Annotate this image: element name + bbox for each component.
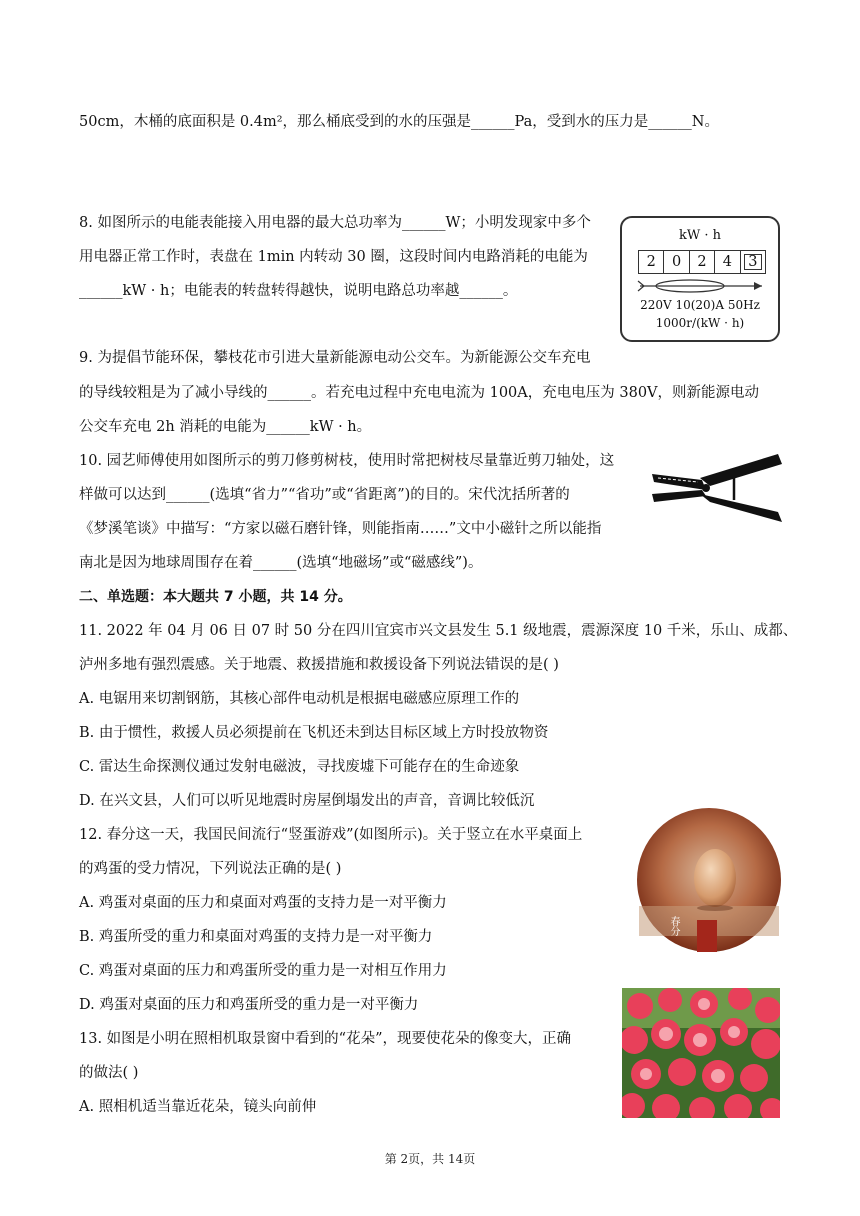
page-footer: 第 2页，共 14页	[384, 1152, 476, 1166]
q7-tail-line: 50cm，木桶的底面积是 0.4m²，那么桶底受到的水的压强是______Pa，受到水的压力是______N。	[79, 114, 719, 130]
q11-option-d: D. 在兴文县，人们可以听见地震时房屋倒塌发出的声音，音调比较低沉	[79, 793, 535, 809]
q10-line-4: 南北是因为地球周围存在着______(选填“地磁场”或“磁感线”)。	[79, 555, 483, 571]
q8-line-3: ______kW · h；电能表的转盘转得越快，说明电路总功率越______。	[79, 283, 518, 299]
q11-line-1: 11. 2022 年 04 月 06 日 07 时 50 分在四川宜宾市兴文县发生 5.1 级地震，震源深度 10 千米，乐山、成都、	[79, 623, 798, 639]
q9-line-2: 的导线较粗是为了减小导线的______。若充电过程中充电电流为 100A，充电电压为 380V，则新能源电动	[79, 385, 760, 401]
q12-line-1: 12. 春分这一天，我国民间流行“竖蛋游戏”(如图所示)。关于竖立在水平桌面上	[79, 827, 583, 843]
q9-line-1: 9. 为提倡节能环保，攀枝花市引进大量新能源电动公交车。为新能源公交车充电	[79, 350, 591, 366]
q13-option-a: A. 照相机适当靠近花朵，镜头向前伸	[79, 1099, 317, 1115]
q10-line-3: 《梦溪笔谈》中描写：“方家以磁石磨针锋，则能指南……”文中小磁针之所以能指	[79, 521, 602, 537]
q11-line-2: 泸州多地有强烈震感。关于地震、救援措施和救援设备下列说法错误的是( )	[79, 657, 559, 673]
q13-line-1: 13. 如图是小明在照相机取景窗中看到的“花朵”，现要使花朵的像变大，正确	[79, 1031, 571, 1047]
q13-line-2: 的做法( )	[79, 1065, 139, 1081]
q11-option-c: C. 雷达生命探测仪通过发射电磁波，寻找废墟下可能存在的生命迹象	[79, 759, 520, 775]
q9-line-3: 公交车充电 2h 消耗的电能为______kW · h。	[79, 419, 372, 435]
meter-digit: 0	[664, 251, 689, 273]
meter-rotor-icon	[636, 278, 766, 294]
meter-digit: 4	[715, 251, 740, 273]
meter-digit: 2	[639, 251, 664, 273]
q12-option-a: A. 鸡蛋对桌面的压力和桌面对鸡蛋的支持力是一对平衡力	[79, 895, 447, 911]
q11-option-b: B. 由于惯性，救援人员必须提前在飞机还未到达目标区域上方时投放物资	[79, 725, 549, 741]
meter-unit: kW · h	[678, 228, 721, 243]
q10-line-1: 10. 园艺师傅使用如图所示的剪刀修剪树枝，使用时常把树枝尽量靠近剪刀轴处，这	[79, 453, 615, 469]
q12-option-b: B. 鸡蛋所受的重力和桌面对鸡蛋的支持力是一对平衡力	[79, 929, 433, 945]
scissors-figure	[650, 450, 785, 525]
q12-option-c: C. 鸡蛋对桌面的压力和鸡蛋所受的重力是一对相互作用力	[79, 963, 447, 979]
flower-photo-figure	[622, 988, 780, 1118]
q8-line-2: 用电器正常工作时，表盘在 1min 内转动 30 圈，这段时间内电路消耗的电能为	[79, 249, 588, 265]
egg-photo-figure	[635, 806, 783, 954]
electricity-meter-figure	[620, 216, 780, 342]
egg-stamp-label: 春分	[668, 916, 679, 936]
q12-option-d: D. 鸡蛋对桌面的压力和鸡蛋所受的重力是一对平衡力	[79, 997, 419, 1013]
meter-spec-line-2: 1000r/(kW · h)	[655, 316, 745, 330]
section-2-heading: 二、单选题：本大题共 7 小题，共 14 分。	[79, 589, 352, 605]
q10-line-2: 样做可以达到______(选填“省力”“省功”或“省距离”)的目的。宋代沈括所著的	[79, 487, 570, 503]
meter-digit: 2	[690, 251, 715, 273]
q8-line-1: 8. 如图所示的电能表能接入用电器的最大总功率为______W；小明发现家中多个	[79, 215, 591, 231]
meter-digit-decimal: 3	[741, 251, 765, 273]
meter-spec-line-1: 220V 10(20)A 50Hz	[640, 298, 760, 312]
q12-line-2: 的鸡蛋的受力情况，下列说法正确的是( )	[79, 861, 342, 877]
meter-digit-window	[638, 250, 766, 274]
q11-option-a: A. 电锯用来切割钢筋，其核心部件电动机是根据电磁感应原理工作的	[79, 691, 520, 707]
